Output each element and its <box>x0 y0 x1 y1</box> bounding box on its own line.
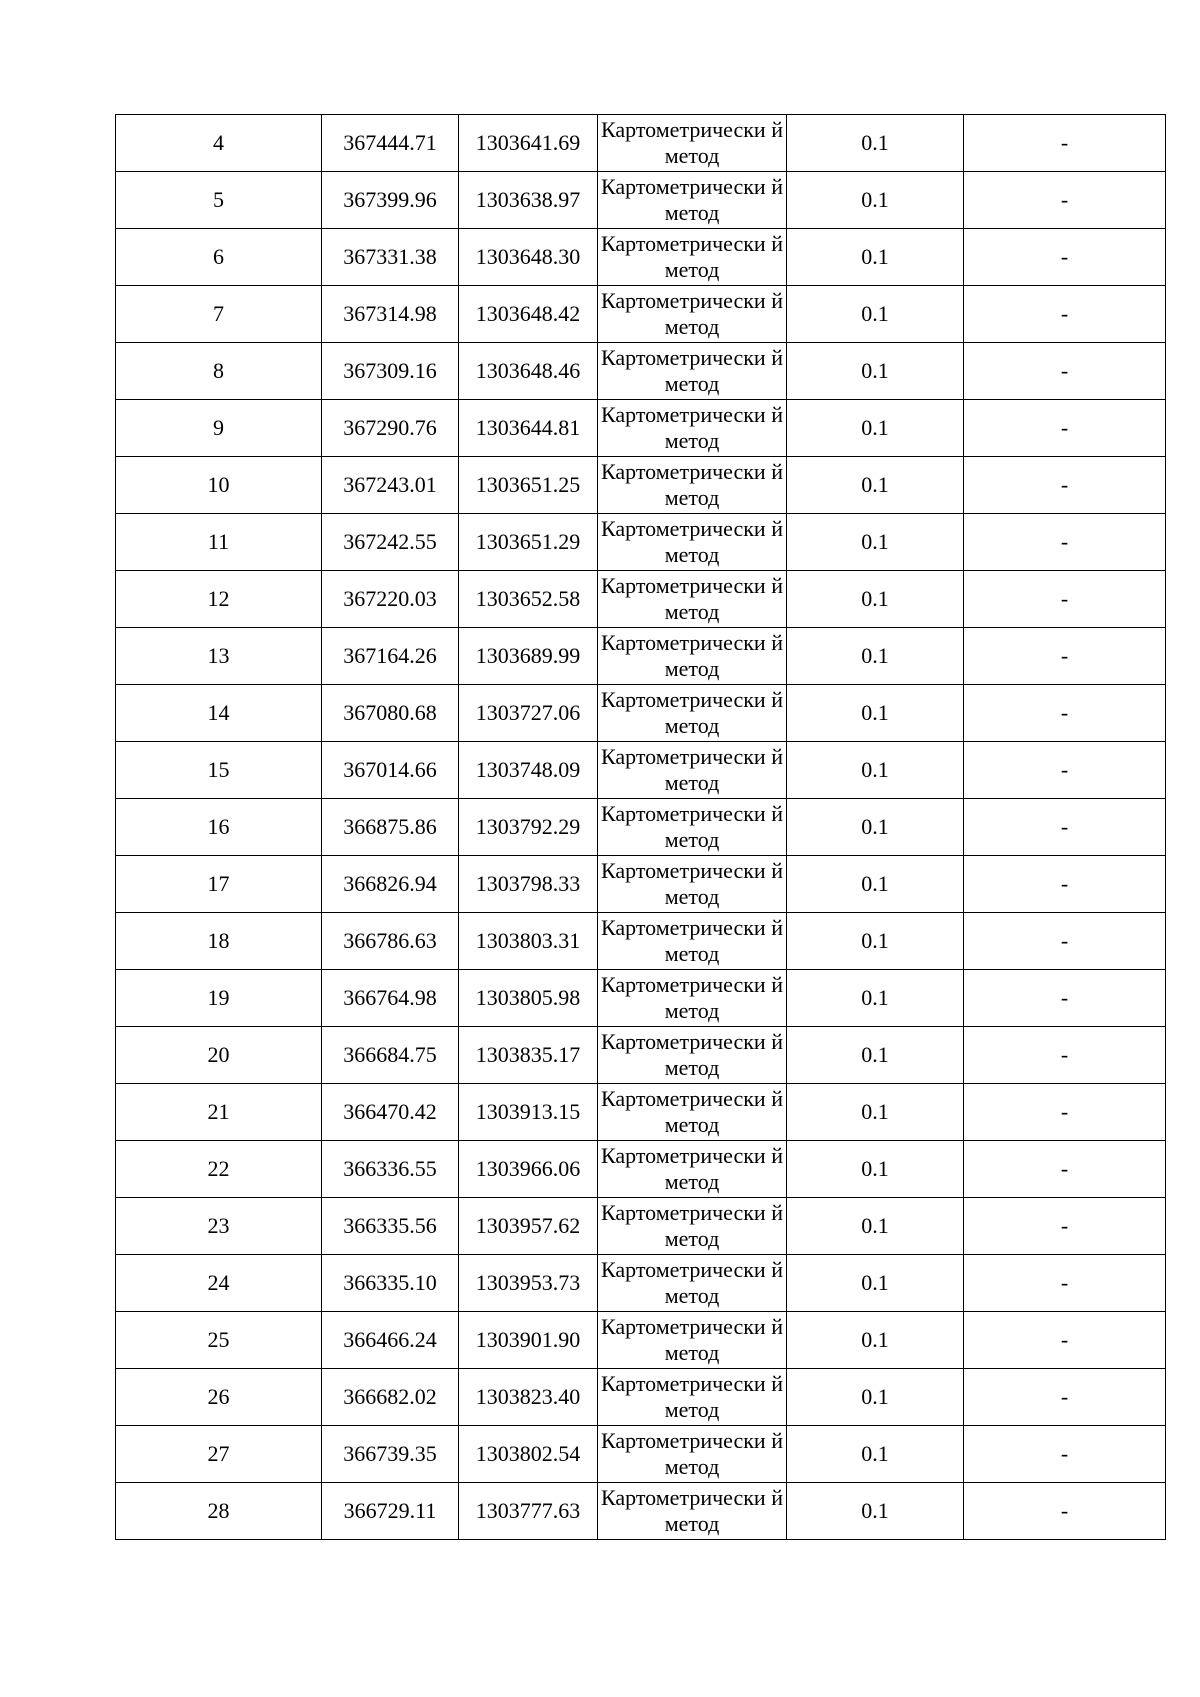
x-coordinate-cell: 367164.26 <box>322 628 459 685</box>
note-cell: - <box>964 115 1166 172</box>
method-cell: Картометрически й метод <box>598 229 787 286</box>
precision-cell: 0.1 <box>787 1312 964 1369</box>
y-coordinate-cell: 1303798.33 <box>459 856 598 913</box>
method-cell: Картометрически й метод <box>598 1483 787 1540</box>
method-cell: Картометрически й метод <box>598 400 787 457</box>
x-coordinate-cell: 367242.55 <box>322 514 459 571</box>
y-coordinate-cell: 1303805.98 <box>459 970 598 1027</box>
note-cell: - <box>964 913 1166 970</box>
method-cell: Картометрически й метод <box>598 799 787 856</box>
y-coordinate-cell: 1303644.81 <box>459 400 598 457</box>
x-coordinate-cell: 367444.71 <box>322 115 459 172</box>
method-cell: Картометрически й метод <box>598 1369 787 1426</box>
y-coordinate-cell: 1303689.99 <box>459 628 598 685</box>
point-number-cell: 6 <box>116 229 322 286</box>
y-coordinate-cell: 1303835.17 <box>459 1027 598 1084</box>
table-row <box>116 229 1166 286</box>
point-number-cell: 12 <box>116 571 322 628</box>
precision-cell: 0.1 <box>787 1084 964 1141</box>
coordinates-table-body <box>116 115 1166 1540</box>
y-coordinate-cell: 1303803.31 <box>459 913 598 970</box>
point-number-cell: 24 <box>116 1255 322 1312</box>
method-cell: Картометрически й метод <box>598 172 787 229</box>
table-row <box>116 799 1166 856</box>
precision-cell: 0.1 <box>787 1141 964 1198</box>
note-cell: - <box>964 856 1166 913</box>
x-coordinate-cell: 367314.98 <box>322 286 459 343</box>
note-cell: - <box>964 970 1166 1027</box>
precision-cell: 0.1 <box>787 1426 964 1483</box>
y-coordinate-cell: 1303953.73 <box>459 1255 598 1312</box>
method-cell: Картометрически й метод <box>598 970 787 1027</box>
table-row <box>116 571 1166 628</box>
precision-cell: 0.1 <box>787 1027 964 1084</box>
point-number-cell: 23 <box>116 1198 322 1255</box>
method-cell: Картометрически й метод <box>598 913 787 970</box>
method-cell: Картометрически й метод <box>598 685 787 742</box>
x-coordinate-cell: 366682.02 <box>322 1369 459 1426</box>
x-coordinate-cell: 366684.75 <box>322 1027 459 1084</box>
coordinates-table <box>115 114 1166 1540</box>
note-cell: - <box>964 1312 1166 1369</box>
method-cell: Картометрически й метод <box>598 856 787 913</box>
point-number-cell: 25 <box>116 1312 322 1369</box>
point-number-cell: 13 <box>116 628 322 685</box>
table-row <box>116 1027 1166 1084</box>
x-coordinate-cell: 366826.94 <box>322 856 459 913</box>
point-number-cell: 17 <box>116 856 322 913</box>
y-coordinate-cell: 1303823.40 <box>459 1369 598 1426</box>
point-number-cell: 18 <box>116 913 322 970</box>
point-number-cell: 9 <box>116 400 322 457</box>
note-cell: - <box>964 1027 1166 1084</box>
table-row <box>116 400 1166 457</box>
point-number-cell: 8 <box>116 343 322 400</box>
y-coordinate-cell: 1303966.06 <box>459 1141 598 1198</box>
note-cell: - <box>964 1084 1166 1141</box>
note-cell: - <box>964 343 1166 400</box>
precision-cell: 0.1 <box>787 1198 964 1255</box>
note-cell: - <box>964 571 1166 628</box>
table-row <box>116 628 1166 685</box>
method-cell: Картометрически й метод <box>598 1027 787 1084</box>
point-number-cell: 27 <box>116 1426 322 1483</box>
table-row <box>116 115 1166 172</box>
note-cell: - <box>964 1369 1166 1426</box>
y-coordinate-cell: 1303957.62 <box>459 1198 598 1255</box>
x-coordinate-cell: 366739.35 <box>322 1426 459 1483</box>
table-row <box>116 1198 1166 1255</box>
x-coordinate-cell: 367309.16 <box>322 343 459 400</box>
table-row <box>116 970 1166 1027</box>
table-row <box>116 742 1166 799</box>
x-coordinate-cell: 366470.42 <box>322 1084 459 1141</box>
table-row <box>116 1426 1166 1483</box>
method-cell: Картометрически й метод <box>598 571 787 628</box>
point-number-cell: 16 <box>116 799 322 856</box>
method-cell: Картометрически й метод <box>598 1141 787 1198</box>
table-row <box>116 514 1166 571</box>
precision-cell: 0.1 <box>787 286 964 343</box>
note-cell: - <box>964 799 1166 856</box>
table-row <box>116 913 1166 970</box>
precision-cell: 0.1 <box>787 514 964 571</box>
precision-cell: 0.1 <box>787 571 964 628</box>
x-coordinate-cell: 366466.24 <box>322 1312 459 1369</box>
method-cell: Картометрически й метод <box>598 457 787 514</box>
note-cell: - <box>964 742 1166 799</box>
note-cell: - <box>964 1426 1166 1483</box>
precision-cell: 0.1 <box>787 229 964 286</box>
table-row <box>116 172 1166 229</box>
method-cell: Картометрически й метод <box>598 742 787 799</box>
precision-cell: 0.1 <box>787 628 964 685</box>
table-row <box>116 286 1166 343</box>
precision-cell: 0.1 <box>787 799 964 856</box>
method-cell: Картометрически й метод <box>598 286 787 343</box>
x-coordinate-cell: 367399.96 <box>322 172 459 229</box>
method-cell: Картометрически й метод <box>598 628 787 685</box>
y-coordinate-cell: 1303651.29 <box>459 514 598 571</box>
y-coordinate-cell: 1303638.97 <box>459 172 598 229</box>
point-number-cell: 15 <box>116 742 322 799</box>
method-cell: Картометрически й метод <box>598 1312 787 1369</box>
table-row <box>116 1483 1166 1540</box>
y-coordinate-cell: 1303748.09 <box>459 742 598 799</box>
method-cell: Картометрически й метод <box>598 343 787 400</box>
table-row <box>116 1369 1166 1426</box>
table-row <box>116 343 1166 400</box>
y-coordinate-cell: 1303802.54 <box>459 1426 598 1483</box>
x-coordinate-cell: 367290.76 <box>322 400 459 457</box>
point-number-cell: 10 <box>116 457 322 514</box>
x-coordinate-cell: 366786.63 <box>322 913 459 970</box>
note-cell: - <box>964 457 1166 514</box>
note-cell: - <box>964 1198 1166 1255</box>
precision-cell: 0.1 <box>787 115 964 172</box>
precision-cell: 0.1 <box>787 1255 964 1312</box>
table-row <box>116 457 1166 514</box>
y-coordinate-cell: 1303648.42 <box>459 286 598 343</box>
precision-cell: 0.1 <box>787 1483 964 1540</box>
precision-cell: 0.1 <box>787 1369 964 1426</box>
x-coordinate-cell: 367080.68 <box>322 685 459 742</box>
method-cell: Картометрически й метод <box>598 1426 787 1483</box>
note-cell: - <box>964 400 1166 457</box>
point-number-cell: 5 <box>116 172 322 229</box>
point-number-cell: 21 <box>116 1084 322 1141</box>
y-coordinate-cell: 1303913.15 <box>459 1084 598 1141</box>
note-cell: - <box>964 685 1166 742</box>
precision-cell: 0.1 <box>787 172 964 229</box>
precision-cell: 0.1 <box>787 742 964 799</box>
note-cell: - <box>964 286 1166 343</box>
x-coordinate-cell: 367220.03 <box>322 571 459 628</box>
method-cell: Картометрически й метод <box>598 1255 787 1312</box>
x-coordinate-cell: 366875.86 <box>322 799 459 856</box>
method-cell: Картометрически й метод <box>598 1198 787 1255</box>
x-coordinate-cell: 367014.66 <box>322 742 459 799</box>
table-row <box>116 685 1166 742</box>
y-coordinate-cell: 1303648.46 <box>459 343 598 400</box>
point-number-cell: 14 <box>116 685 322 742</box>
x-coordinate-cell: 367331.38 <box>322 229 459 286</box>
point-number-cell: 22 <box>116 1141 322 1198</box>
precision-cell: 0.1 <box>787 685 964 742</box>
x-coordinate-cell: 366764.98 <box>322 970 459 1027</box>
precision-cell: 0.1 <box>787 457 964 514</box>
table-row <box>116 1255 1166 1312</box>
point-number-cell: 28 <box>116 1483 322 1540</box>
precision-cell: 0.1 <box>787 856 964 913</box>
precision-cell: 0.1 <box>787 343 964 400</box>
point-number-cell: 19 <box>116 970 322 1027</box>
x-coordinate-cell: 366336.55 <box>322 1141 459 1198</box>
note-cell: - <box>964 229 1166 286</box>
x-coordinate-cell: 366335.56 <box>322 1198 459 1255</box>
point-number-cell: 26 <box>116 1369 322 1426</box>
y-coordinate-cell: 1303652.58 <box>459 571 598 628</box>
table-row <box>116 1141 1166 1198</box>
y-coordinate-cell: 1303777.63 <box>459 1483 598 1540</box>
note-cell: - <box>964 1255 1166 1312</box>
method-cell: Картометрически й метод <box>598 115 787 172</box>
x-coordinate-cell: 367243.01 <box>322 457 459 514</box>
y-coordinate-cell: 1303901.90 <box>459 1312 598 1369</box>
y-coordinate-cell: 1303641.69 <box>459 115 598 172</box>
note-cell: - <box>964 1141 1166 1198</box>
x-coordinate-cell: 366335.10 <box>322 1255 459 1312</box>
x-coordinate-cell: 366729.11 <box>322 1483 459 1540</box>
point-number-cell: 4 <box>116 115 322 172</box>
method-cell: Картометрически й метод <box>598 514 787 571</box>
table-row <box>116 1084 1166 1141</box>
point-number-cell: 20 <box>116 1027 322 1084</box>
table-row <box>116 856 1166 913</box>
note-cell: - <box>964 628 1166 685</box>
precision-cell: 0.1 <box>787 970 964 1027</box>
y-coordinate-cell: 1303792.29 <box>459 799 598 856</box>
method-cell: Картометрически й метод <box>598 1084 787 1141</box>
y-coordinate-cell: 1303648.30 <box>459 229 598 286</box>
note-cell: - <box>964 1483 1166 1540</box>
point-number-cell: 11 <box>116 514 322 571</box>
y-coordinate-cell: 1303651.25 <box>459 457 598 514</box>
point-number-cell: 7 <box>116 286 322 343</box>
precision-cell: 0.1 <box>787 913 964 970</box>
table-row <box>116 1312 1166 1369</box>
note-cell: - <box>964 172 1166 229</box>
y-coordinate-cell: 1303727.06 <box>459 685 598 742</box>
precision-cell: 0.1 <box>787 400 964 457</box>
note-cell: - <box>964 514 1166 571</box>
